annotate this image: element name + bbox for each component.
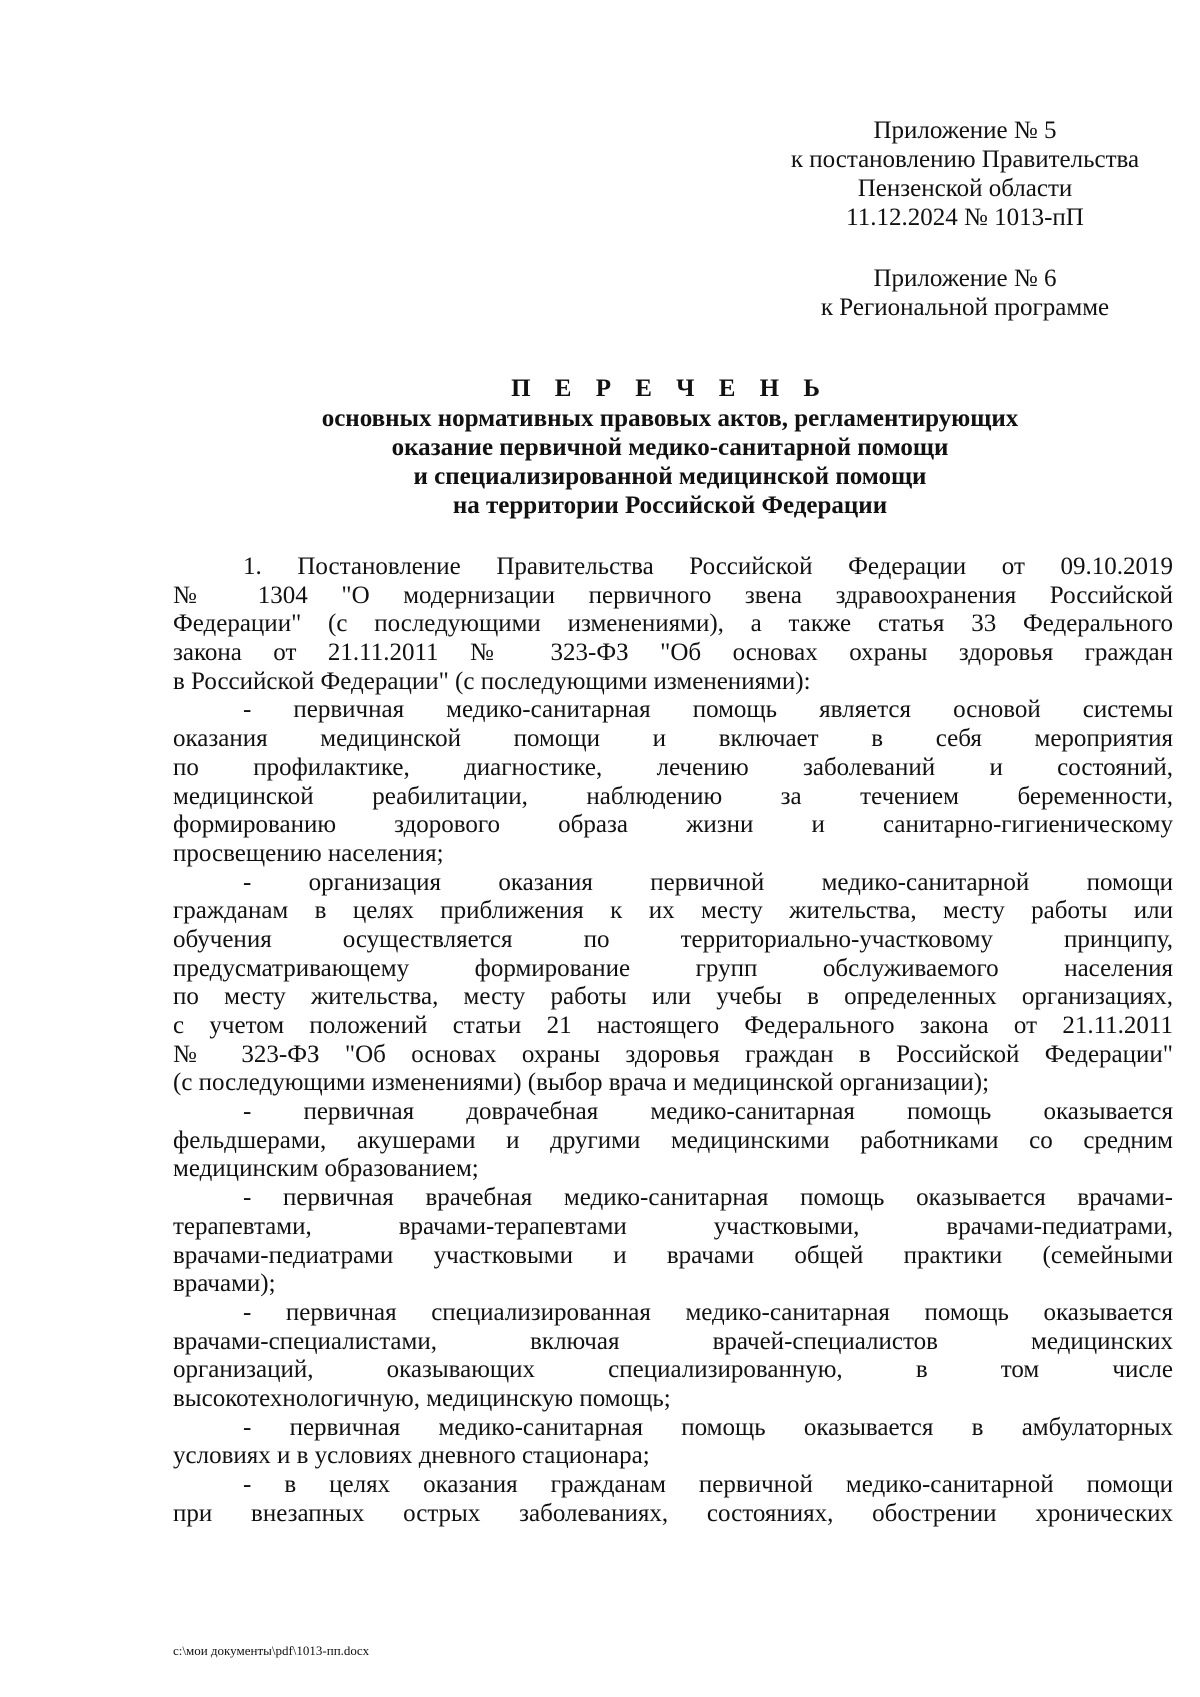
body-line: - первичная специализированная медико-санитарная помощь оказывается <box>243 1298 1173 1326</box>
body-line: просвещению населения; <box>173 839 444 867</box>
body-line: - первичная медико-санитарная помощь является основой системы <box>243 696 1173 724</box>
body-line: врачами-педиатрами участковыми и врачами общей практики (семейными <box>173 1241 1173 1269</box>
body-line: врачами-специалистами, включая врачей-специалистов медицинских <box>173 1327 1173 1355</box>
body-line: предусматривающему формирование групп обслуживаемого населения <box>173 954 1173 982</box>
body-line: медицинской реабилитации, наблюдению за течением беременности, <box>173 782 1173 810</box>
title-line-4: на территории Российской Федерации <box>452 492 888 519</box>
title-line-2: оказание первичной медико-санитарной помощи <box>391 434 949 461</box>
body-line: № 323-ФЗ "Об основах охраны здоровья граждан в Российской Федерации" <box>173 1040 1173 1068</box>
footer-file-path: c:\мои документы\pdf\1013-пп.docx <box>173 1643 370 1658</box>
body-line: формированию здорового образа жизни и санитарно-гигиеническому <box>173 811 1173 839</box>
appendix-5-date-number: 11.12.2024 № 1013-пП <box>846 204 1084 231</box>
document-title <box>160 374 1180 520</box>
appendix-6-label: Приложение № 6 <box>873 265 1057 292</box>
body-line: - организация оказания первичной медико-санитарной помощи <box>243 868 1173 896</box>
body-line: № 1304 "О модернизации первичного звена здравоохранения Российской <box>173 581 1173 609</box>
body-line: - первичная медико-санитарная помощь оказывается в амбулаторных <box>243 1413 1173 1441</box>
title-line-1: основных нормативных правовых актов, регламентирующих <box>321 405 1019 432</box>
appendix-6-header <box>760 264 1170 322</box>
body-line: гражданам в целях приближения к их месту жительства, месту работы или <box>173 897 1173 925</box>
body-line: закона от 21.11.2011 № 323-ФЗ "Об основах охраны здоровья граждан <box>173 639 1173 667</box>
body-line: по месту жительства, месту работы или учебы в определенных организациях, <box>173 983 1173 1011</box>
appendix-6-reference: к Региональной программе <box>820 294 1110 321</box>
title-line-3: и специализированной медицинской помощи <box>413 463 927 490</box>
body-line: в Российской Федерации" (с последующими изменениями): <box>173 667 811 695</box>
body-line: по профилактике, диагностике, лечению заболеваний и состояний, <box>173 753 1173 781</box>
body-line: медицинским образованием; <box>173 1155 479 1183</box>
document-body <box>173 553 1173 1528</box>
appendix-5-region: Пензенской области <box>857 175 1073 202</box>
body-line: (с последующими изменениями) (выбор врача и медицинской организации); <box>173 1069 990 1097</box>
body-line: - первичная доврачебная медико-санитарная помощь оказывается <box>243 1098 1173 1126</box>
body-line: врачами); <box>173 1270 276 1298</box>
body-line: организаций, оказывающих специализированную, в том числе <box>173 1356 1173 1384</box>
body-line: Федерации" (с последующими изменениями), а также статья 33 Федерального <box>173 610 1173 638</box>
body-line: оказания медицинской помощи и включает в себя мероприятия <box>173 725 1173 753</box>
body-line: условиях и в условиях дневного стационара; <box>173 1442 650 1470</box>
body-line: при внезапных острых заболеваниях, состояниях, обострении хронических <box>173 1499 1173 1527</box>
body-line: - в целях оказания гражданам первичной медико-санитарной помощи <box>243 1471 1173 1498</box>
body-line: высокотехнологичную, медицинскую помощь; <box>173 1384 671 1412</box>
body-line: - первичная врачебная медико-санитарная помощь оказывается врачами- <box>243 1184 1173 1212</box>
body-line: 1. Постановление Правительства Российской Федерации от 09.10.2019 <box>243 553 1173 580</box>
body-line: терапевтами, врачами-терапевтами участковыми, врачами-педиатрами, <box>173 1212 1173 1240</box>
appendix-5-reference: к постановлению Правительства <box>790 146 1140 173</box>
title-word: П Е Р Е Ч Е Н Ь <box>511 375 829 402</box>
appendix-5-label: Приложение № 5 <box>873 117 1057 144</box>
appendix-5-header <box>760 116 1170 232</box>
body-line: фельдшерами, акушерами и другими медицинскими работниками со средним <box>173 1126 1173 1154</box>
body-line: с учетом положений статьи 21 настоящего Федерального закона от 21.11.2011 <box>173 1012 1173 1039</box>
body-line: обучения осуществляется по территориально-участковому принципу, <box>173 925 1173 953</box>
